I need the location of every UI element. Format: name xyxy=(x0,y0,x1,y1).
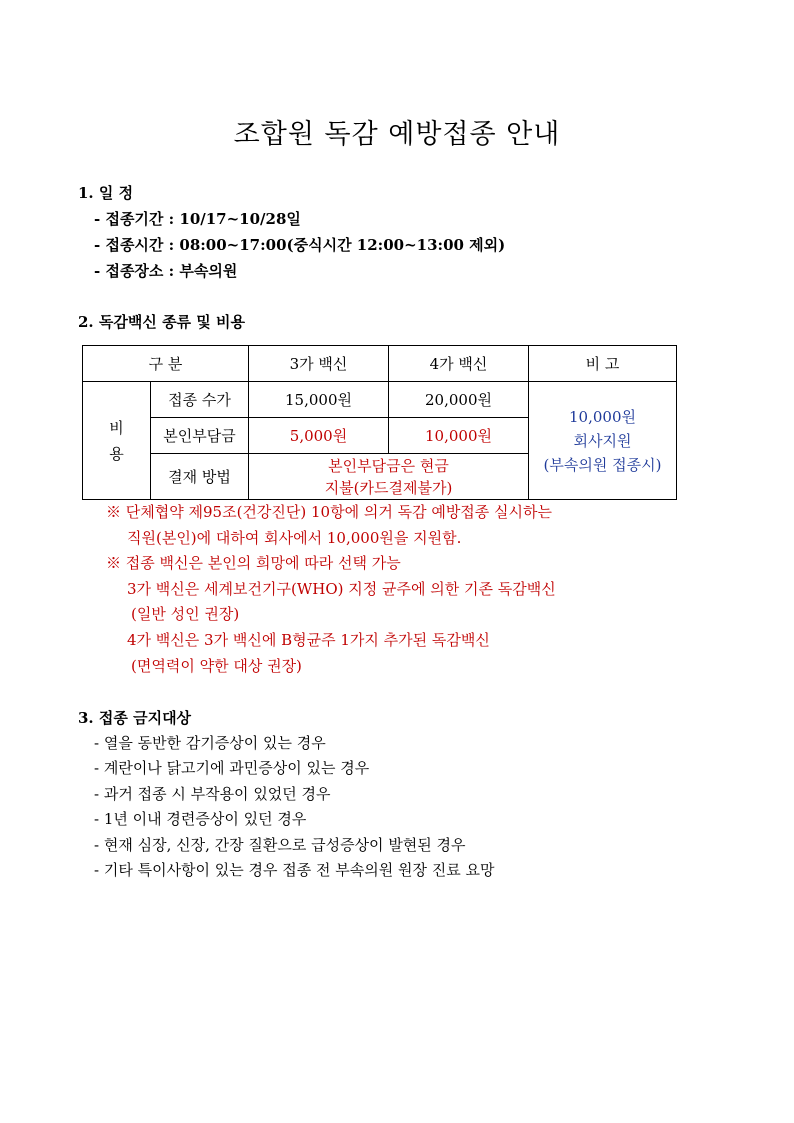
header-category: 구 분 xyxy=(83,346,249,382)
row-label: 접종 수가 xyxy=(151,382,249,418)
schedule-period: - 접종기간 : 10/17~10/28일 xyxy=(94,210,301,228)
cell-value: 15,000원 xyxy=(249,382,389,418)
cell-value: 20,000원 xyxy=(389,382,529,418)
table-header-row xyxy=(83,346,677,382)
list-item: - 기타 특이사항이 있는 경우 접종 전 부속의원 원장 진료 요망 xyxy=(94,861,495,879)
list-item: - 과거 접종 시 부작용이 있었던 경우 xyxy=(94,785,331,803)
note-line: (일반 성인 권장) xyxy=(131,605,240,623)
note-line: (면역력이 약한 대상 권장) xyxy=(131,657,302,675)
row-label: 본인부담금 xyxy=(151,418,249,454)
payment-method-cell: 본인부담금은 현금 지불(카드결제불가) xyxy=(249,454,529,500)
row-label: 결재 방법 xyxy=(151,454,249,500)
vaccine-cost-table xyxy=(82,345,677,500)
schedule-place: - 접종장소 : 부속의원 xyxy=(94,262,238,280)
list-item: - 현재 심장, 신장, 간장 질환으로 급성증상이 발현된 경우 xyxy=(94,836,466,854)
header-remark: 비 고 xyxy=(529,346,677,382)
section-3-heading: 3. 접종 금지대상 xyxy=(78,709,192,727)
row-group-cost: 비 용 xyxy=(83,382,151,500)
note-line: ※ 단체협약 제95조(건강진단) 10항에 의거 독감 예방접종 실시하는 xyxy=(106,503,553,521)
cell-value: 5,000원 xyxy=(249,418,389,454)
note-line: 직원(본인)에 대하여 회사에서 10,000원을 지원함. xyxy=(127,529,462,547)
note-line: ※ 접종 백신은 본인의 희망에 따라 선택 가능 xyxy=(106,554,401,572)
header-3-valent: 3가 백신 xyxy=(249,346,389,382)
remark-cell: 10,000원 회사지원 (부속의원 접종시) xyxy=(529,382,677,500)
list-item: - 계란이나 닭고기에 과민증상이 있는 경우 xyxy=(94,759,370,777)
list-item: - 열을 동반한 감기증상이 있는 경우 xyxy=(94,734,326,752)
section-1-heading: 1. 일 정 xyxy=(78,184,134,202)
list-item: - 1년 이내 경련증상이 있던 경우 xyxy=(94,810,307,828)
cell-value: 10,000원 xyxy=(389,418,529,454)
page-title: 조합원 독감 예방접종 안내 xyxy=(233,119,561,150)
table-row xyxy=(83,382,677,418)
header-4-valent: 4가 백신 xyxy=(389,346,529,382)
note-line: 4가 백신은 3가 백신에 B형균주 1가지 추가된 독감백신 xyxy=(127,631,490,649)
note-line: 3가 백신은 세계보건기구(WHO) 지정 균주에 의한 기존 독감백신 xyxy=(127,580,556,598)
section-2-heading: 2. 독감백신 종류 및 비용 xyxy=(78,313,245,331)
schedule-time: - 접종시간 : 08:00~17:00(중식시간 12:00~13:00 제외) xyxy=(94,236,506,254)
